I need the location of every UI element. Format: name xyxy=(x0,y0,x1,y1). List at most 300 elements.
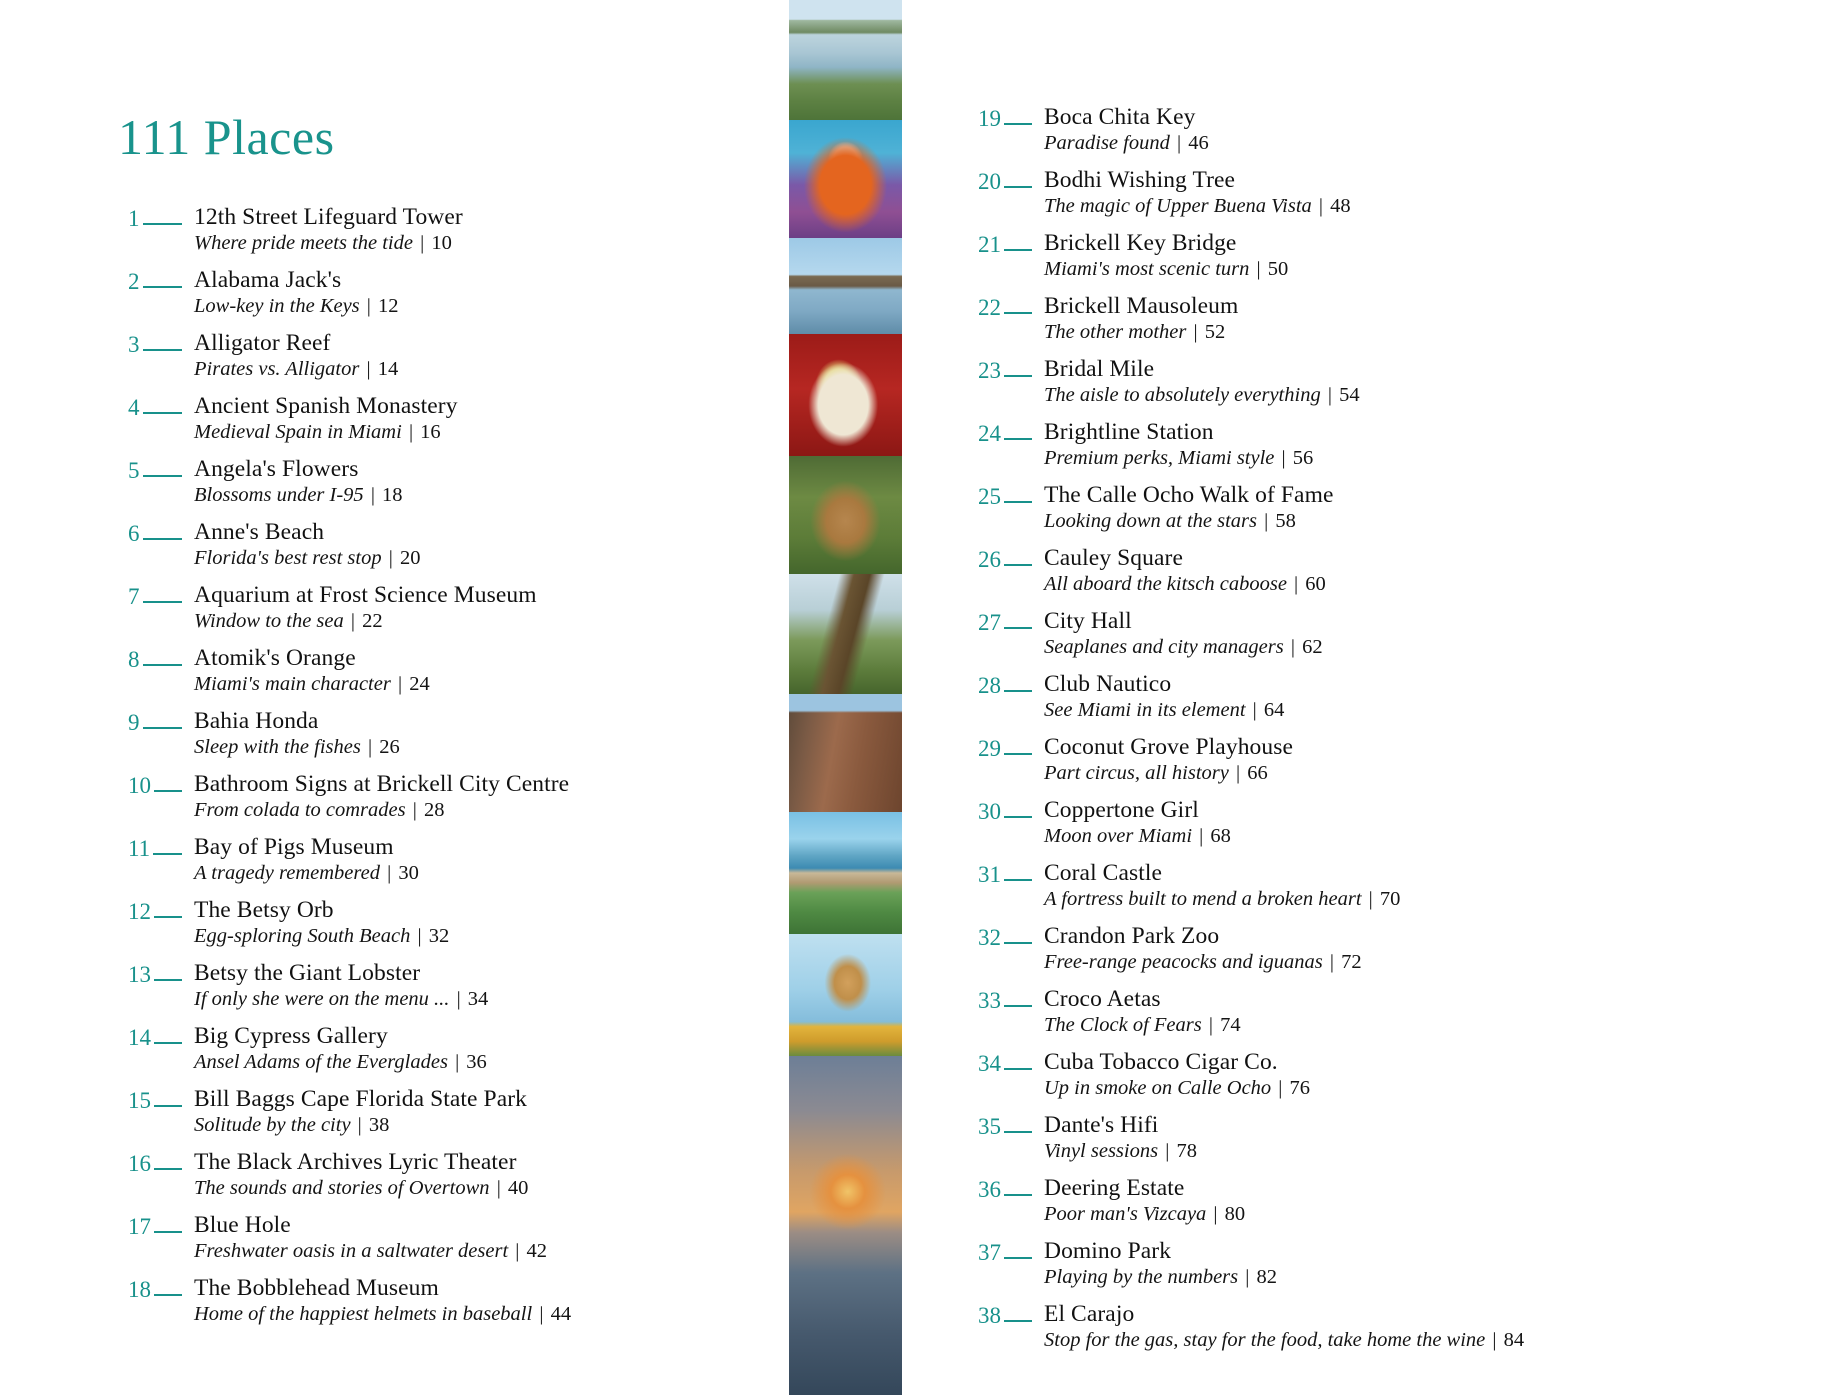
toc-entry-number-group xyxy=(128,519,190,545)
toc-entry-subtitle: A tragedy remembered xyxy=(194,862,380,885)
toc-entry-page-number: 30 xyxy=(398,862,419,885)
toc-entry[interactable] xyxy=(128,960,768,1012)
toc-entry-subtitle: Ansel Adams of the Everglades xyxy=(194,1051,448,1074)
toc-entry-rule xyxy=(143,664,183,666)
toc-entry-subtitle: Looking down at the stars xyxy=(1044,510,1257,533)
toc-entry[interactable] xyxy=(978,1301,1678,1353)
toc-entry-title[interactable]: Alligator Reef xyxy=(194,330,331,356)
toc-entry-page-number: 38 xyxy=(368,1114,390,1137)
toc-entry-rule xyxy=(154,1168,182,1170)
toc-entry-rule xyxy=(143,349,183,351)
toc-entry-rule xyxy=(1004,1131,1032,1133)
toc-entry-title[interactable]: El Carajo xyxy=(1044,1301,1135,1327)
toc-entry-title[interactable]: Dante's Hifi xyxy=(1044,1112,1159,1138)
toc-entry[interactable] xyxy=(978,986,1678,1038)
toc-entry-page-number: 28 xyxy=(423,799,445,822)
toc-entry-number-group xyxy=(128,330,190,356)
toc-entry-rule xyxy=(143,601,183,603)
toc-entry[interactable] xyxy=(978,482,1678,534)
toc-entry-subtitle: Miami's main character xyxy=(194,673,391,696)
toc-entry-number-group xyxy=(978,1301,1040,1327)
toc-entry-title[interactable]: Brightline Station xyxy=(1044,419,1214,445)
toc-entry-subtitle-line xyxy=(194,1302,768,1326)
toc-entry-subtitle-line xyxy=(194,546,768,570)
toc-entry-title[interactable]: Alabama Jack's xyxy=(194,267,342,293)
toc-entry-body xyxy=(1040,860,1678,912)
toc-entry-number-group xyxy=(128,771,190,797)
toc-entry-separator: | xyxy=(1165,1140,1170,1163)
toc-entry-title[interactable]: Coral Castle xyxy=(1044,860,1163,886)
toc-entry[interactable] xyxy=(978,1175,1678,1227)
toc-entry-separator: | xyxy=(1208,1014,1213,1037)
toc-entry-title[interactable]: Bill Baggs Cape Florida State Park xyxy=(194,1086,528,1112)
toc-entry-number: 1 xyxy=(128,206,140,231)
toc-entry-page-number: 74 xyxy=(1220,1014,1241,1037)
toc-entry-separator: | xyxy=(366,358,371,381)
toc-entry-rule xyxy=(1004,375,1032,377)
toc-entry-subtitle-line xyxy=(1044,887,1678,911)
toc-entry[interactable] xyxy=(978,797,1678,849)
toc-entry-number: 30 xyxy=(978,799,1001,824)
toc-entry-title[interactable]: Cuba Tobacco Cigar Co. xyxy=(1044,1049,1278,1075)
toc-entry-number-group xyxy=(978,545,1040,571)
toc-entry-page-number: 78 xyxy=(1176,1140,1197,1163)
toc-entry-title[interactable]: The Betsy Orb xyxy=(194,897,334,923)
toc-entry-body xyxy=(1040,230,1678,282)
toc-entry-number-group xyxy=(128,1275,190,1301)
toc-entry-number: 25 xyxy=(978,484,1001,509)
toc-entry-subtitle: Seaplanes and city managers xyxy=(1044,636,1284,659)
toc-entry-page-number: 14 xyxy=(377,358,399,381)
toc-entry-page-number: 18 xyxy=(382,484,403,507)
toc-entry-number-group xyxy=(128,897,190,923)
toc-entry-subtitle-line xyxy=(1044,509,1678,533)
toc-entry[interactable] xyxy=(128,1149,768,1201)
toc-entry-number-group xyxy=(978,923,1040,949)
toc-entry-subtitle: Freshwater oasis in a saltwater desert xyxy=(194,1240,509,1263)
toc-entry-body xyxy=(190,1023,768,1075)
toc-entry-separator: | xyxy=(1264,510,1269,533)
toc-entry-subtitle: Medieval Spain in Miami xyxy=(194,421,402,444)
toc-entry[interactable] xyxy=(128,519,768,571)
toc-entry-subtitle-line xyxy=(1044,194,1678,218)
toc-entry-number-group xyxy=(128,1149,190,1175)
toc-entry-separator: | xyxy=(1176,132,1182,155)
toc-entry-page-number: 52 xyxy=(1204,321,1226,344)
toc-entry[interactable] xyxy=(978,104,1678,156)
page-title: 111 Places xyxy=(118,108,335,165)
toc-entry-number-group xyxy=(978,356,1040,382)
deer-photo xyxy=(789,456,902,574)
toc-entry-subtitle: Miami's most scenic turn xyxy=(1044,258,1250,281)
toc-entry-body xyxy=(190,645,768,697)
toc-entry-rule xyxy=(1004,1320,1032,1322)
toc-entry-subtitle: Home of the happiest helmets in baseball xyxy=(194,1303,533,1326)
brick-tower-photo xyxy=(789,694,902,812)
toc-entry-title[interactable]: Angela's Flowers xyxy=(194,456,359,482)
toc-entry-page-number: 32 xyxy=(428,925,450,948)
toc-entry-body xyxy=(190,1275,768,1327)
toc-entry-number-group xyxy=(978,1238,1040,1264)
toc-entry[interactable] xyxy=(978,734,1678,786)
toc-entry-subtitle-line xyxy=(1044,572,1678,596)
toc-entry[interactable] xyxy=(978,1238,1678,1290)
toc-entry-subtitle: The Clock of Fears xyxy=(1044,1014,1202,1037)
toc-entry-number: 5 xyxy=(128,458,140,483)
toc-entry-subtitle-line xyxy=(194,1176,768,1200)
toc-entry-subtitle-line xyxy=(1044,131,1678,155)
toc-entry-subtitle: Egg-sploring South Beach xyxy=(194,925,411,948)
toc-entry-subtitle-line xyxy=(1044,1076,1678,1100)
toc-entry-number: 9 xyxy=(128,710,140,735)
toc-entry-subtitle: Moon over Miami xyxy=(1044,825,1193,848)
toc-entry-subtitle: The other mother xyxy=(1044,321,1187,344)
toc-entry-subtitle-line xyxy=(194,420,768,444)
toc-entry-page-number: 56 xyxy=(1292,447,1314,470)
toc-entry-subtitle-line xyxy=(1044,635,1678,659)
toc-entry-subtitle-line xyxy=(1044,824,1678,848)
toc-entry-rule xyxy=(1004,816,1032,818)
toc-entry-separator: | xyxy=(366,295,371,318)
toc-entry-page-number: 80 xyxy=(1224,1203,1246,1226)
toc-entry-number: 26 xyxy=(978,547,1001,572)
toc-entry-rule xyxy=(154,790,182,792)
toc-entry-rule xyxy=(154,979,182,981)
coppertone-sign-photo xyxy=(789,934,902,1056)
toc-entry-title[interactable]: Bathroom Signs at Brickell City Centre xyxy=(194,771,570,797)
toc-entry-subtitle-line xyxy=(1044,1139,1678,1163)
toc-entry-subtitle-line xyxy=(1044,761,1678,785)
toc-entry-body xyxy=(1040,1049,1678,1101)
toc-entry-page-number: 54 xyxy=(1339,384,1360,407)
toc-entry-number: 22 xyxy=(978,295,1001,320)
toc-entry-page-number: 68 xyxy=(1210,825,1231,848)
toc-entry[interactable] xyxy=(128,1275,768,1327)
toc-entry-page-number: 50 xyxy=(1267,258,1289,281)
toc-entry-body xyxy=(1040,356,1678,408)
toc-entry-page-number: 70 xyxy=(1379,888,1401,911)
toc-entry[interactable] xyxy=(128,1086,768,1138)
toc-entry[interactable] xyxy=(978,293,1678,345)
toc-entry[interactable] xyxy=(128,1212,768,1264)
toc-entry-number: 23 xyxy=(978,358,1001,383)
toc-entry-separator: | xyxy=(455,1051,460,1074)
toc-entry-body xyxy=(190,708,768,760)
toc-entry-number-group xyxy=(978,1175,1040,1201)
toc-entry[interactable] xyxy=(128,771,768,823)
toc-entry-rule xyxy=(143,286,183,288)
toc-entry-rule xyxy=(1004,1194,1032,1196)
toc-entry-number-group xyxy=(128,582,190,608)
toc-entry-number: 14 xyxy=(128,1025,151,1050)
toc-entry-body xyxy=(1040,734,1678,786)
toc-entry[interactable] xyxy=(978,608,1678,660)
toc-entry-title[interactable]: Crandon Park Zoo xyxy=(1044,923,1220,949)
toc-entry-rule xyxy=(1004,249,1032,251)
toc-entry-rule xyxy=(143,475,183,477)
toc-entry-title[interactable]: Cauley Square xyxy=(1044,545,1183,571)
toc-entry-subtitle: Window to the sea xyxy=(194,610,344,633)
toc-entry-title[interactable]: Coconut Grove Playhouse xyxy=(1044,734,1294,760)
toc-entry-page-number: 12 xyxy=(378,295,399,318)
toc-entry-subtitle: The aisle to absolutely everything xyxy=(1044,384,1321,407)
orange-mural-photo xyxy=(789,120,902,238)
toc-entry-number-group xyxy=(128,1086,190,1112)
toc-entry-subtitle: Free-range peacocks and iguanas xyxy=(1044,951,1323,974)
toc-entry-page-number: 24 xyxy=(409,673,430,696)
toc-entry-body xyxy=(1040,1301,1678,1353)
toc-entry-separator: | xyxy=(539,1303,544,1326)
toc-entry-title[interactable]: Brickell Key Bridge xyxy=(1044,230,1237,256)
toc-entry-body xyxy=(190,393,768,445)
toc-entry-number: 28 xyxy=(978,673,1001,698)
toc-entry-number-group xyxy=(978,1112,1040,1138)
toc-entry-number: 3 xyxy=(128,332,140,357)
toc-entry[interactable] xyxy=(978,230,1678,282)
toc-entry-title[interactable]: Aquarium at Frost Science Museum xyxy=(194,582,537,608)
toc-entry[interactable] xyxy=(978,419,1678,471)
toc-entry-subtitle: Sleep with the fishes xyxy=(194,736,361,759)
toc-entry[interactable] xyxy=(978,1112,1678,1164)
toc-entry-separator: | xyxy=(1281,447,1286,470)
toc-entry-page-number: 34 xyxy=(467,988,489,1011)
toc-entry-page-number: 26 xyxy=(379,736,400,759)
toc-entry-body xyxy=(190,897,768,949)
toc-entry-separator: | xyxy=(1368,888,1373,911)
toc-entry[interactable] xyxy=(128,393,768,445)
toc-entry-subtitle-line xyxy=(194,798,768,822)
toc-entry-rule xyxy=(154,1042,182,1044)
toc-entry-rule xyxy=(143,412,183,414)
toc-entry-page-number: 42 xyxy=(526,1240,548,1263)
toc-entry-body xyxy=(1040,1175,1678,1227)
toc-entry-number-group xyxy=(978,482,1040,508)
toc-entry-body xyxy=(190,771,768,823)
toc-entry-subtitle-line xyxy=(194,1113,768,1137)
toc-entry-body xyxy=(190,1149,768,1201)
toc-entry[interactable] xyxy=(978,923,1678,975)
toc-entry-body xyxy=(1040,797,1678,849)
toc-entry-title[interactable]: The Black Archives Lyric Theater xyxy=(194,1149,517,1175)
toc-entry-subtitle: Stop for the gas, stay for the food, take home the wine xyxy=(1044,1329,1486,1352)
toc-entry-subtitle-line xyxy=(194,924,768,948)
toc-entry-number-group xyxy=(128,393,190,419)
toc-entry-title[interactable]: The Bobblehead Museum xyxy=(194,1275,439,1301)
toc-entry-separator: | xyxy=(496,1177,501,1200)
toc-entry-body xyxy=(1040,1238,1678,1290)
toc-entry[interactable] xyxy=(128,645,768,697)
toc-entry-rule xyxy=(1004,501,1032,503)
toc-entry-subtitle-line xyxy=(194,294,768,318)
toc-entry-rule xyxy=(1004,438,1032,440)
toc-entry[interactable] xyxy=(978,860,1678,912)
toc-entry-subtitle-line xyxy=(194,1239,768,1263)
toc-entry-page-number: 22 xyxy=(362,610,383,633)
cake-slice-photo xyxy=(789,334,902,456)
toc-entry-separator: | xyxy=(387,862,392,885)
toc-entry-body xyxy=(1040,1112,1678,1164)
toc-entry-page-number: 82 xyxy=(1256,1266,1277,1289)
toc-entry-number: 7 xyxy=(128,584,140,609)
toc-entry-number-group xyxy=(978,230,1040,256)
toc-entry[interactable] xyxy=(128,204,768,256)
toc-entry-title[interactable]: Atomik's Orange xyxy=(194,645,356,671)
toc-entry-title[interactable]: Bodhi Wishing Tree xyxy=(1044,167,1236,193)
toc-entry-title[interactable]: Croco Aetas xyxy=(1044,986,1161,1012)
toc-entry-title[interactable]: Bahia Honda xyxy=(194,708,319,734)
toc-entry-number: 37 xyxy=(978,1240,1001,1265)
toc-entry-rule xyxy=(1004,1005,1032,1007)
toc-entry[interactable] xyxy=(128,456,768,508)
toc-entry-rule xyxy=(143,727,183,729)
toc-entry-rule xyxy=(1004,753,1032,755)
toc-entry-number-group xyxy=(978,293,1040,319)
toc-entry-number-group xyxy=(978,797,1040,823)
toc-entry-separator: | xyxy=(367,736,373,759)
toc-entry-rule xyxy=(154,1105,182,1107)
toc-entry-subtitle-line xyxy=(1044,1013,1678,1037)
toc-entry-title[interactable]: Club Nautico xyxy=(1044,671,1172,697)
toc-entry-number: 20 xyxy=(978,169,1001,194)
toc-entry-title[interactable]: Brickell Mausoleum xyxy=(1044,293,1239,319)
toc-entry-subtitle-line xyxy=(194,357,768,381)
toc-entry-page-number: 62 xyxy=(1302,636,1323,659)
toc-entry-separator: | xyxy=(1290,636,1295,659)
toc-entry-title[interactable]: Betsy the Giant Lobster xyxy=(194,960,421,986)
toc-entry-subtitle-line xyxy=(1044,1265,1678,1289)
toc-entry-subtitle: The magic of Upper Buena Vista xyxy=(1044,195,1312,218)
toc-entry-title[interactable]: Deering Estate xyxy=(1044,1175,1185,1201)
toc-entry[interactable] xyxy=(978,671,1678,723)
toc-entry-number: 29 xyxy=(978,736,1001,761)
toc-entry-page-number: 16 xyxy=(420,421,441,444)
toc-entry-number: 32 xyxy=(978,925,1001,950)
toc-entry-title[interactable]: Boca Chita Key xyxy=(1044,104,1196,130)
toc-entry-subtitle-line xyxy=(1044,446,1678,470)
toc-entry[interactable] xyxy=(978,545,1678,597)
toc-entry[interactable] xyxy=(128,582,768,634)
toc-entry-page-number: 72 xyxy=(1341,951,1362,974)
toc-entry-number: 33 xyxy=(978,988,1001,1013)
toc-entry-title[interactable]: Domino Park xyxy=(1044,1238,1172,1264)
toc-entry-separator: | xyxy=(1245,1266,1250,1289)
toc-entry-number-group xyxy=(978,608,1040,634)
toc-entry-title[interactable]: Bridal Mile xyxy=(1044,356,1155,382)
toc-entry-rule xyxy=(1004,564,1032,566)
tree-trunk-photo xyxy=(789,574,902,694)
toc-entry-separator: | xyxy=(515,1240,520,1263)
toc-entry-title[interactable]: Ancient Spanish Monastery xyxy=(194,393,458,419)
toc-entry-body xyxy=(1040,104,1678,156)
toc-entry-title[interactable]: Big Cypress Gallery xyxy=(194,1023,388,1049)
toc-entry-body xyxy=(1040,293,1678,345)
toc-entry-page-number: 10 xyxy=(431,232,452,255)
toc-entry-number-group xyxy=(128,960,190,986)
toc-entry-subtitle-line xyxy=(1044,320,1678,344)
toc-entry-page-number: 40 xyxy=(507,1177,529,1200)
toc-entry-number: 6 xyxy=(128,521,140,546)
toc-entry[interactable] xyxy=(978,167,1678,219)
toc-entry-number: 35 xyxy=(978,1114,1001,1139)
toc-entry-subtitle: Vinyl sessions xyxy=(1044,1140,1159,1163)
toc-entry-separator: | xyxy=(397,673,403,696)
toc-entry-body xyxy=(1040,419,1678,471)
toc-entry-separator: | xyxy=(412,799,417,822)
toc-entry-subtitle-line xyxy=(194,735,768,759)
toc-entry[interactable] xyxy=(128,330,768,382)
toc-entry-title[interactable]: City Hall xyxy=(1044,608,1132,634)
toc-entry[interactable] xyxy=(128,1023,768,1075)
toc-entry-title[interactable]: Anne's Beach xyxy=(194,519,325,545)
toc-entry-separator: | xyxy=(1236,762,1241,785)
toc-entry-rule xyxy=(1004,123,1032,125)
toc-entry-body xyxy=(190,267,768,319)
toc-entry[interactable] xyxy=(978,356,1678,408)
toc-entry-rule xyxy=(1004,879,1032,881)
toc-entry-number-group xyxy=(128,267,190,293)
toc-entry-subtitle: A fortress built to mend a broken heart xyxy=(1044,888,1362,911)
toc-entry-number-group xyxy=(978,671,1040,697)
toc-entry-title[interactable]: The Calle Ocho Walk of Fame xyxy=(1044,482,1334,508)
toc-entry-rule xyxy=(1004,942,1032,944)
toc-entry[interactable] xyxy=(128,708,768,760)
toc-entry-subtitle-line xyxy=(1044,1328,1678,1352)
toc-entry-number-group xyxy=(978,1049,1040,1075)
toc-entry-title[interactable]: Blue Hole xyxy=(194,1212,291,1238)
toc-entry-separator: | xyxy=(408,421,414,444)
toc-entry-separator: | xyxy=(1193,321,1198,344)
toc-entry-page-number: 76 xyxy=(1289,1077,1311,1100)
toc-entry[interactable] xyxy=(128,834,768,886)
toc-entry[interactable] xyxy=(128,267,768,319)
toc-entry-body xyxy=(190,834,768,886)
toc-entry-page-number: 66 xyxy=(1247,762,1268,785)
toc-entry[interactable] xyxy=(128,897,768,949)
toc-entry-rule xyxy=(1004,1068,1032,1070)
toc-entry-page-number: 60 xyxy=(1305,573,1326,596)
toc-entry-separator: | xyxy=(1213,1203,1218,1226)
toc-entry-separator: | xyxy=(388,547,393,570)
toc-entry-separator: | xyxy=(1492,1329,1497,1352)
toc-entry-number: 8 xyxy=(128,647,140,672)
toc-entry-number-group xyxy=(128,834,190,860)
toc-entry-body xyxy=(1040,482,1678,534)
toc-entry-subtitle-line xyxy=(194,861,768,885)
toc-entry-title[interactable]: Bay of Pigs Museum xyxy=(194,834,394,860)
toc-entry-number: 4 xyxy=(128,395,140,420)
toc-entry-separator: | xyxy=(1278,1077,1283,1100)
toc-entry-body xyxy=(1040,923,1678,975)
toc-entry-title[interactable]: 12th Street Lifeguard Tower xyxy=(194,204,463,230)
toc-entry-number-group xyxy=(128,708,190,734)
toc-entry-page-number: 44 xyxy=(550,1303,572,1326)
toc-entry-subtitle: See Miami in its element xyxy=(1044,699,1246,722)
toc-entry-separator: | xyxy=(417,925,422,948)
toc-entry[interactable] xyxy=(978,1049,1678,1101)
toc-entry-body xyxy=(190,1212,768,1264)
toc-entry-number-group xyxy=(978,734,1040,760)
toc-entry-number: 27 xyxy=(978,610,1001,635)
toc-entry-rule xyxy=(153,853,182,855)
toc-entry-number: 17 xyxy=(128,1214,151,1239)
toc-entry-number-group xyxy=(128,1212,190,1238)
toc-entry-subtitle-line xyxy=(1044,698,1678,722)
toc-entry-subtitle-line xyxy=(194,609,768,633)
toc-entry-rule xyxy=(1004,312,1032,314)
toc-entry-separator: | xyxy=(456,988,461,1011)
toc-entry-title[interactable]: Coppertone Girl xyxy=(1044,797,1199,823)
toc-entry-subtitle: Paradise found xyxy=(1044,132,1170,155)
